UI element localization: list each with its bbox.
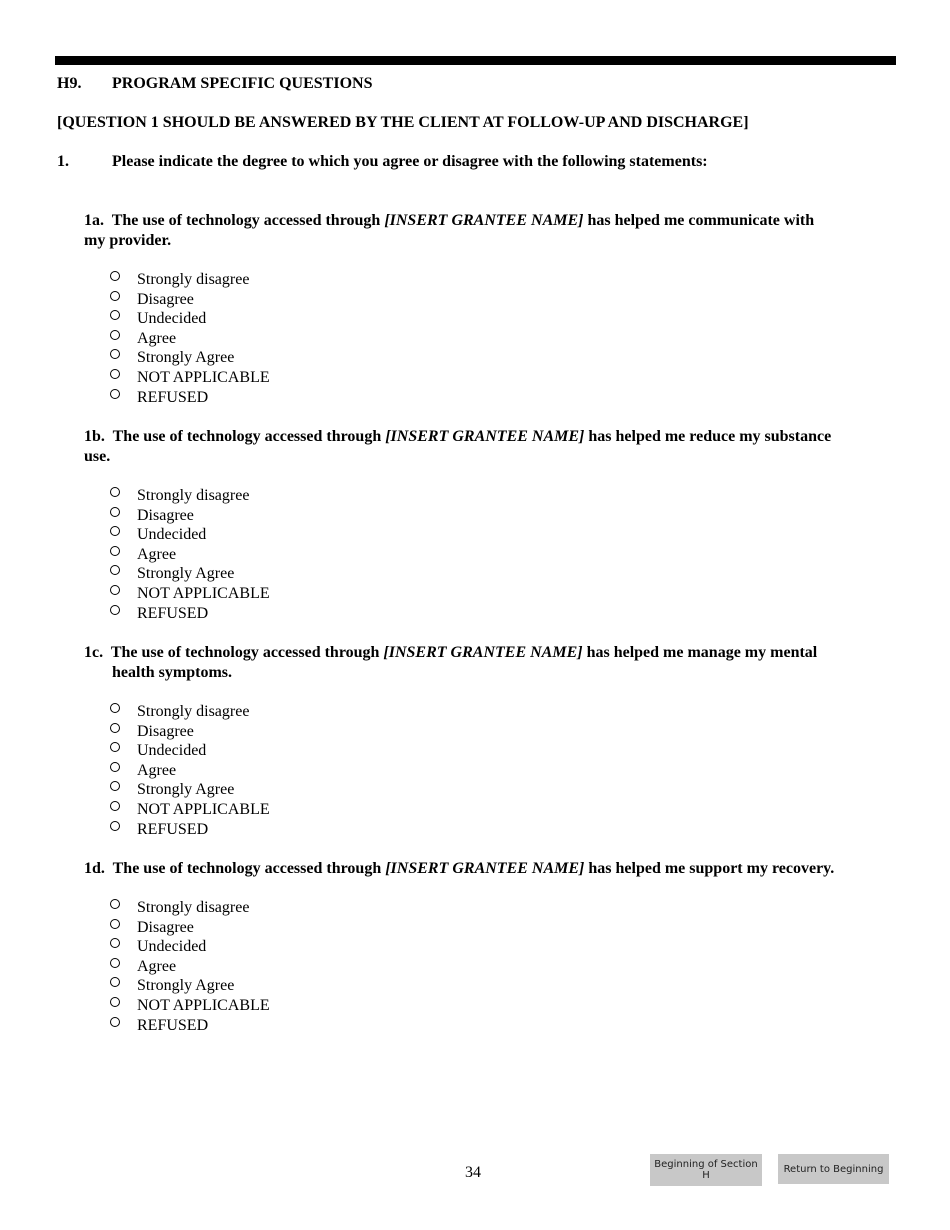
option-label: Disagree [137,506,194,524]
option-not-applicable[interactable] [110,368,270,388]
section-number: H9. [57,75,82,92]
option-undecided[interactable] [110,525,270,545]
grantee-placeholder: [INSERT GRANTEE NAME] [384,212,584,229]
option-strongly-disagree[interactable] [110,270,270,290]
option-label: NOT APPLICABLE [137,996,270,1014]
option-not-applicable[interactable] [110,800,270,820]
option-label: Disagree [137,722,194,740]
option-refused[interactable] [110,820,270,840]
option-label: Strongly Agree [137,565,235,583]
subquestion-1c [84,643,896,683]
subquestion-suffix: has helped me manage my mental [586,644,818,661]
subquestion-prefix: The use of technology accessed through [112,860,382,877]
radio-button[interactable] [110,801,120,811]
option-refused[interactable] [110,388,270,408]
option-label: REFUSED [137,604,209,622]
page-number: 34 [465,1164,481,1181]
instruction-text: [QUESTION 1 SHOULD BE ANSWERED BY THE CLIENT AT FOLLOW-UP AND DISCHARGE] [57,114,749,131]
option-disagree[interactable] [110,290,270,310]
option-agree[interactable] [110,329,270,349]
subquestion-suffix: has helped me support my recovery. [588,860,835,877]
option-disagree[interactable] [110,506,270,526]
option-strongly-agree[interactable] [110,780,270,800]
option-label: Strongly Agree [137,349,235,367]
option-strongly-disagree[interactable] [110,486,270,506]
radio-button[interactable] [110,1017,120,1027]
option-label: Agree [137,545,177,563]
option-label: NOT APPLICABLE [137,368,270,386]
subquestion-suffix: has helped me reduce my substance [588,428,832,445]
grantee-placeholder: [INSERT GRANTEE NAME] [383,644,583,661]
option-label: Undecided [137,526,207,544]
option-agree[interactable] [110,957,270,977]
radio-button[interactable] [110,507,120,517]
radio-button[interactable] [110,526,120,536]
radio-button[interactable] [110,762,120,772]
option-undecided[interactable] [110,937,270,957]
option-strongly-disagree[interactable] [110,702,270,722]
subquestion-suffix-line2: health symptoms. [112,664,233,681]
options-1c [110,702,270,839]
grantee-placeholder: [INSERT GRANTEE NAME] [385,860,585,877]
option-label: Disagree [137,290,194,308]
radio-button[interactable] [110,821,120,831]
subquestion-1a [84,211,896,251]
option-disagree[interactable] [110,918,270,938]
subquestion-suffix-line2: my provider. [84,232,172,249]
radio-button[interactable] [110,389,120,399]
question-number: 1. [57,153,69,170]
subquestion-label: 1a. [84,212,104,229]
radio-button[interactable] [110,742,120,752]
option-disagree[interactable] [110,722,270,742]
option-label: Strongly Agree [137,977,235,995]
radio-button[interactable] [110,781,120,791]
radio-button[interactable] [110,899,120,909]
radio-button[interactable] [110,369,120,379]
option-strongly-agree[interactable] [110,348,270,368]
options-1a [110,270,270,407]
subquestion-prefix: The use of technology accessed through [111,212,381,229]
option-not-applicable[interactable] [110,996,270,1016]
question-text: Please indicate the degree to which you agree or disagree with the following statements: [112,153,708,170]
radio-button[interactable] [110,291,120,301]
option-refused[interactable] [110,1016,270,1036]
radio-button[interactable] [110,723,120,733]
radio-button[interactable] [110,703,120,713]
radio-button[interactable] [110,958,120,968]
subquestion-label: 1d. [84,860,105,877]
radio-button[interactable] [110,919,120,929]
subquestion-prefix: The use of technology accessed through [110,644,380,661]
radio-button[interactable] [110,310,120,320]
option-strongly-disagree[interactable] [110,898,270,918]
section-title: PROGRAM SPECIFIC QUESTIONS [112,75,373,92]
option-label: Undecided [137,742,207,760]
option-label: NOT APPLICABLE [137,800,270,818]
radio-button[interactable] [110,349,120,359]
option-undecided[interactable] [110,741,270,761]
radio-button[interactable] [110,271,120,281]
option-label: Strongly disagree [137,271,250,288]
radio-button[interactable] [110,546,120,556]
top-rule [55,56,896,65]
subquestion-suffix-line2: use. [84,448,111,465]
radio-button[interactable] [110,565,120,575]
option-agree[interactable] [110,761,270,781]
subquestion-label: 1c. [84,644,104,661]
option-label: Strongly Agree [137,781,235,799]
option-strongly-agree[interactable] [110,976,270,996]
option-label: Disagree [137,918,194,936]
option-label: Undecided [137,938,207,956]
radio-button[interactable] [110,330,120,340]
option-agree[interactable] [110,545,270,565]
option-label: Agree [137,761,177,779]
radio-button[interactable] [110,585,120,595]
subquestion-1d [84,859,914,879]
return-to-beginning-button[interactable]: Return to Beginning [778,1154,889,1184]
grantee-placeholder: [INSERT GRANTEE NAME] [385,428,585,445]
option-label: REFUSED [137,820,209,838]
option-label: REFUSED [137,1016,209,1034]
options-1b [110,486,270,623]
radio-button[interactable] [110,487,120,497]
option-label: Strongly disagree [137,487,250,504]
subquestion-prefix: The use of technology accessed through [112,428,382,445]
option-label: NOT APPLICABLE [137,584,270,602]
option-undecided[interactable] [110,309,270,329]
radio-button[interactable] [110,977,120,987]
subquestion-suffix: has helped me communicate with [587,212,815,229]
options-1d [110,898,270,1035]
radio-button[interactable] [110,605,120,615]
option-label: Strongly disagree [137,899,250,916]
option-refused[interactable] [110,604,270,624]
option-label: REFUSED [137,388,209,406]
option-label: Strongly disagree [137,703,250,720]
radio-button[interactable] [110,997,120,1007]
radio-button[interactable] [110,938,120,948]
subquestion-1b [84,427,896,467]
option-strongly-agree[interactable] [110,564,270,584]
option-not-applicable[interactable] [110,584,270,604]
option-label: Undecided [137,310,207,328]
beginning-of-section-button[interactable]: Beginning of Section H [650,1154,762,1186]
option-label: Agree [137,957,177,975]
option-label: Agree [137,329,177,347]
subquestion-label: 1b. [84,428,105,445]
